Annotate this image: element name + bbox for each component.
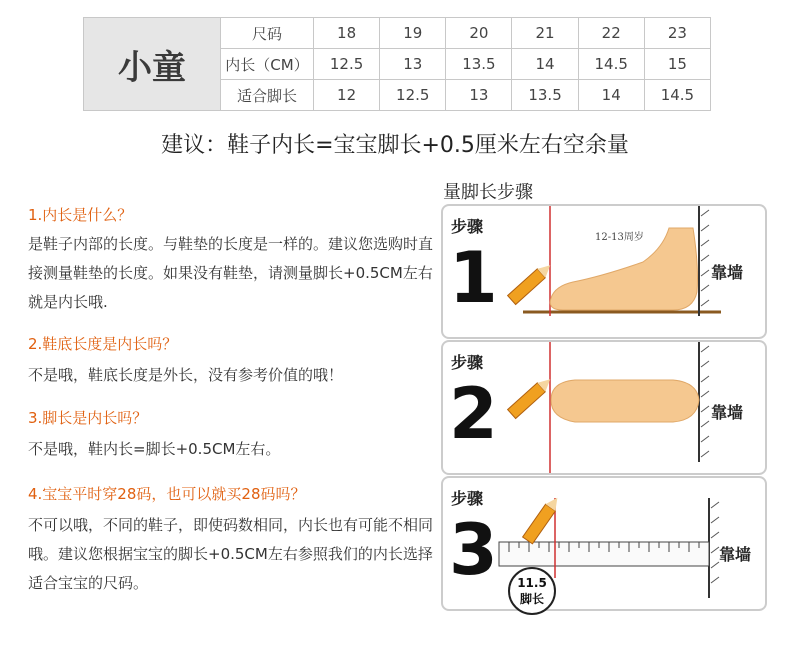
step-number: 1: [449, 237, 498, 319]
faq-item: [28, 483, 438, 598]
wall-label: 靠墙: [719, 545, 752, 564]
table-cell: 14: [512, 49, 578, 80]
foot-length-badge: [508, 567, 556, 615]
advice-text: 建议：鞋子内长=宝宝脚长+0.5厘米左右空余量: [161, 133, 629, 158]
size-table: [83, 17, 711, 111]
table-cell: 23: [644, 18, 710, 49]
faq-question: 3.脚长是内长吗？: [28, 409, 148, 427]
table-cell: 19: [380, 18, 446, 49]
step-label: 步骤: [451, 217, 484, 236]
table-cell: 22: [578, 18, 644, 49]
table-cell: 13: [380, 49, 446, 80]
table-cell: 13.5: [512, 80, 578, 111]
faq-answer: 不是哦，鞋内长=脚长+0.5CM左右。: [28, 440, 281, 458]
table-cell: 14.5: [578, 49, 644, 80]
table-cell: 13.5: [446, 49, 512, 80]
table-cell: 18: [314, 18, 380, 49]
step-label: 步骤: [451, 353, 484, 372]
step-card-1: [441, 204, 767, 339]
category-label: 小童: [84, 18, 221, 111]
table-cell: 12.5: [380, 80, 446, 111]
badge-label: 脚长: [519, 592, 544, 606]
step-card-3: [441, 476, 767, 611]
row-label: 适合脚长: [221, 80, 314, 111]
faq-answer: 不是哦，鞋底长度是外长，没有参考价值的哦！: [28, 366, 344, 384]
faq-question: 2.鞋底长度是内长吗？: [28, 335, 178, 353]
wall-label: 靠墙: [711, 403, 744, 422]
faq-item: [28, 204, 438, 317]
step-number: 2: [449, 373, 498, 455]
step-label: 步骤: [451, 489, 484, 508]
row-label: 内长（CM）: [221, 49, 314, 80]
faq-answer: 不可以哦，不同的鞋子，即使码数相同，内长也有可能不相同哦。建议您根据宝宝的脚长+0.5CM左右参照我们的内长选择适合宝宝的尺码。: [28, 516, 434, 592]
faq-question: 1.内长是什么？: [28, 206, 133, 224]
table-cell: 15: [644, 49, 710, 80]
faq-answer: 是鞋子内部的长度。与鞋垫的长度是一样的。建议您选购时直接测量鞋垫的长度。如果没有鞋垫，请测量脚长+0.5CM左右就是内长哦.: [28, 235, 434, 311]
table-cell: 21: [512, 18, 578, 49]
step-number: 3: [449, 509, 498, 591]
table-cell: 14: [578, 80, 644, 111]
table-cell: 12.5: [314, 49, 380, 80]
faq-question: 4.宝宝平时穿28码，也可以就买28码吗？: [28, 485, 306, 503]
faq-item: [28, 407, 438, 464]
step-card-2: [441, 340, 767, 475]
age-label: 12-13周岁: [595, 232, 644, 243]
wall-label: 靠墙: [711, 263, 744, 282]
table-cell: 20: [446, 18, 512, 49]
row-label: 尺码: [221, 18, 314, 49]
badge-value: 11.5: [517, 576, 547, 590]
steps-title: 量脚长步骤: [443, 182, 533, 203]
table-cell: 14.5: [644, 80, 710, 111]
table-cell: 12: [314, 80, 380, 111]
table-cell: 13: [446, 80, 512, 111]
faq-item: [28, 333, 438, 390]
